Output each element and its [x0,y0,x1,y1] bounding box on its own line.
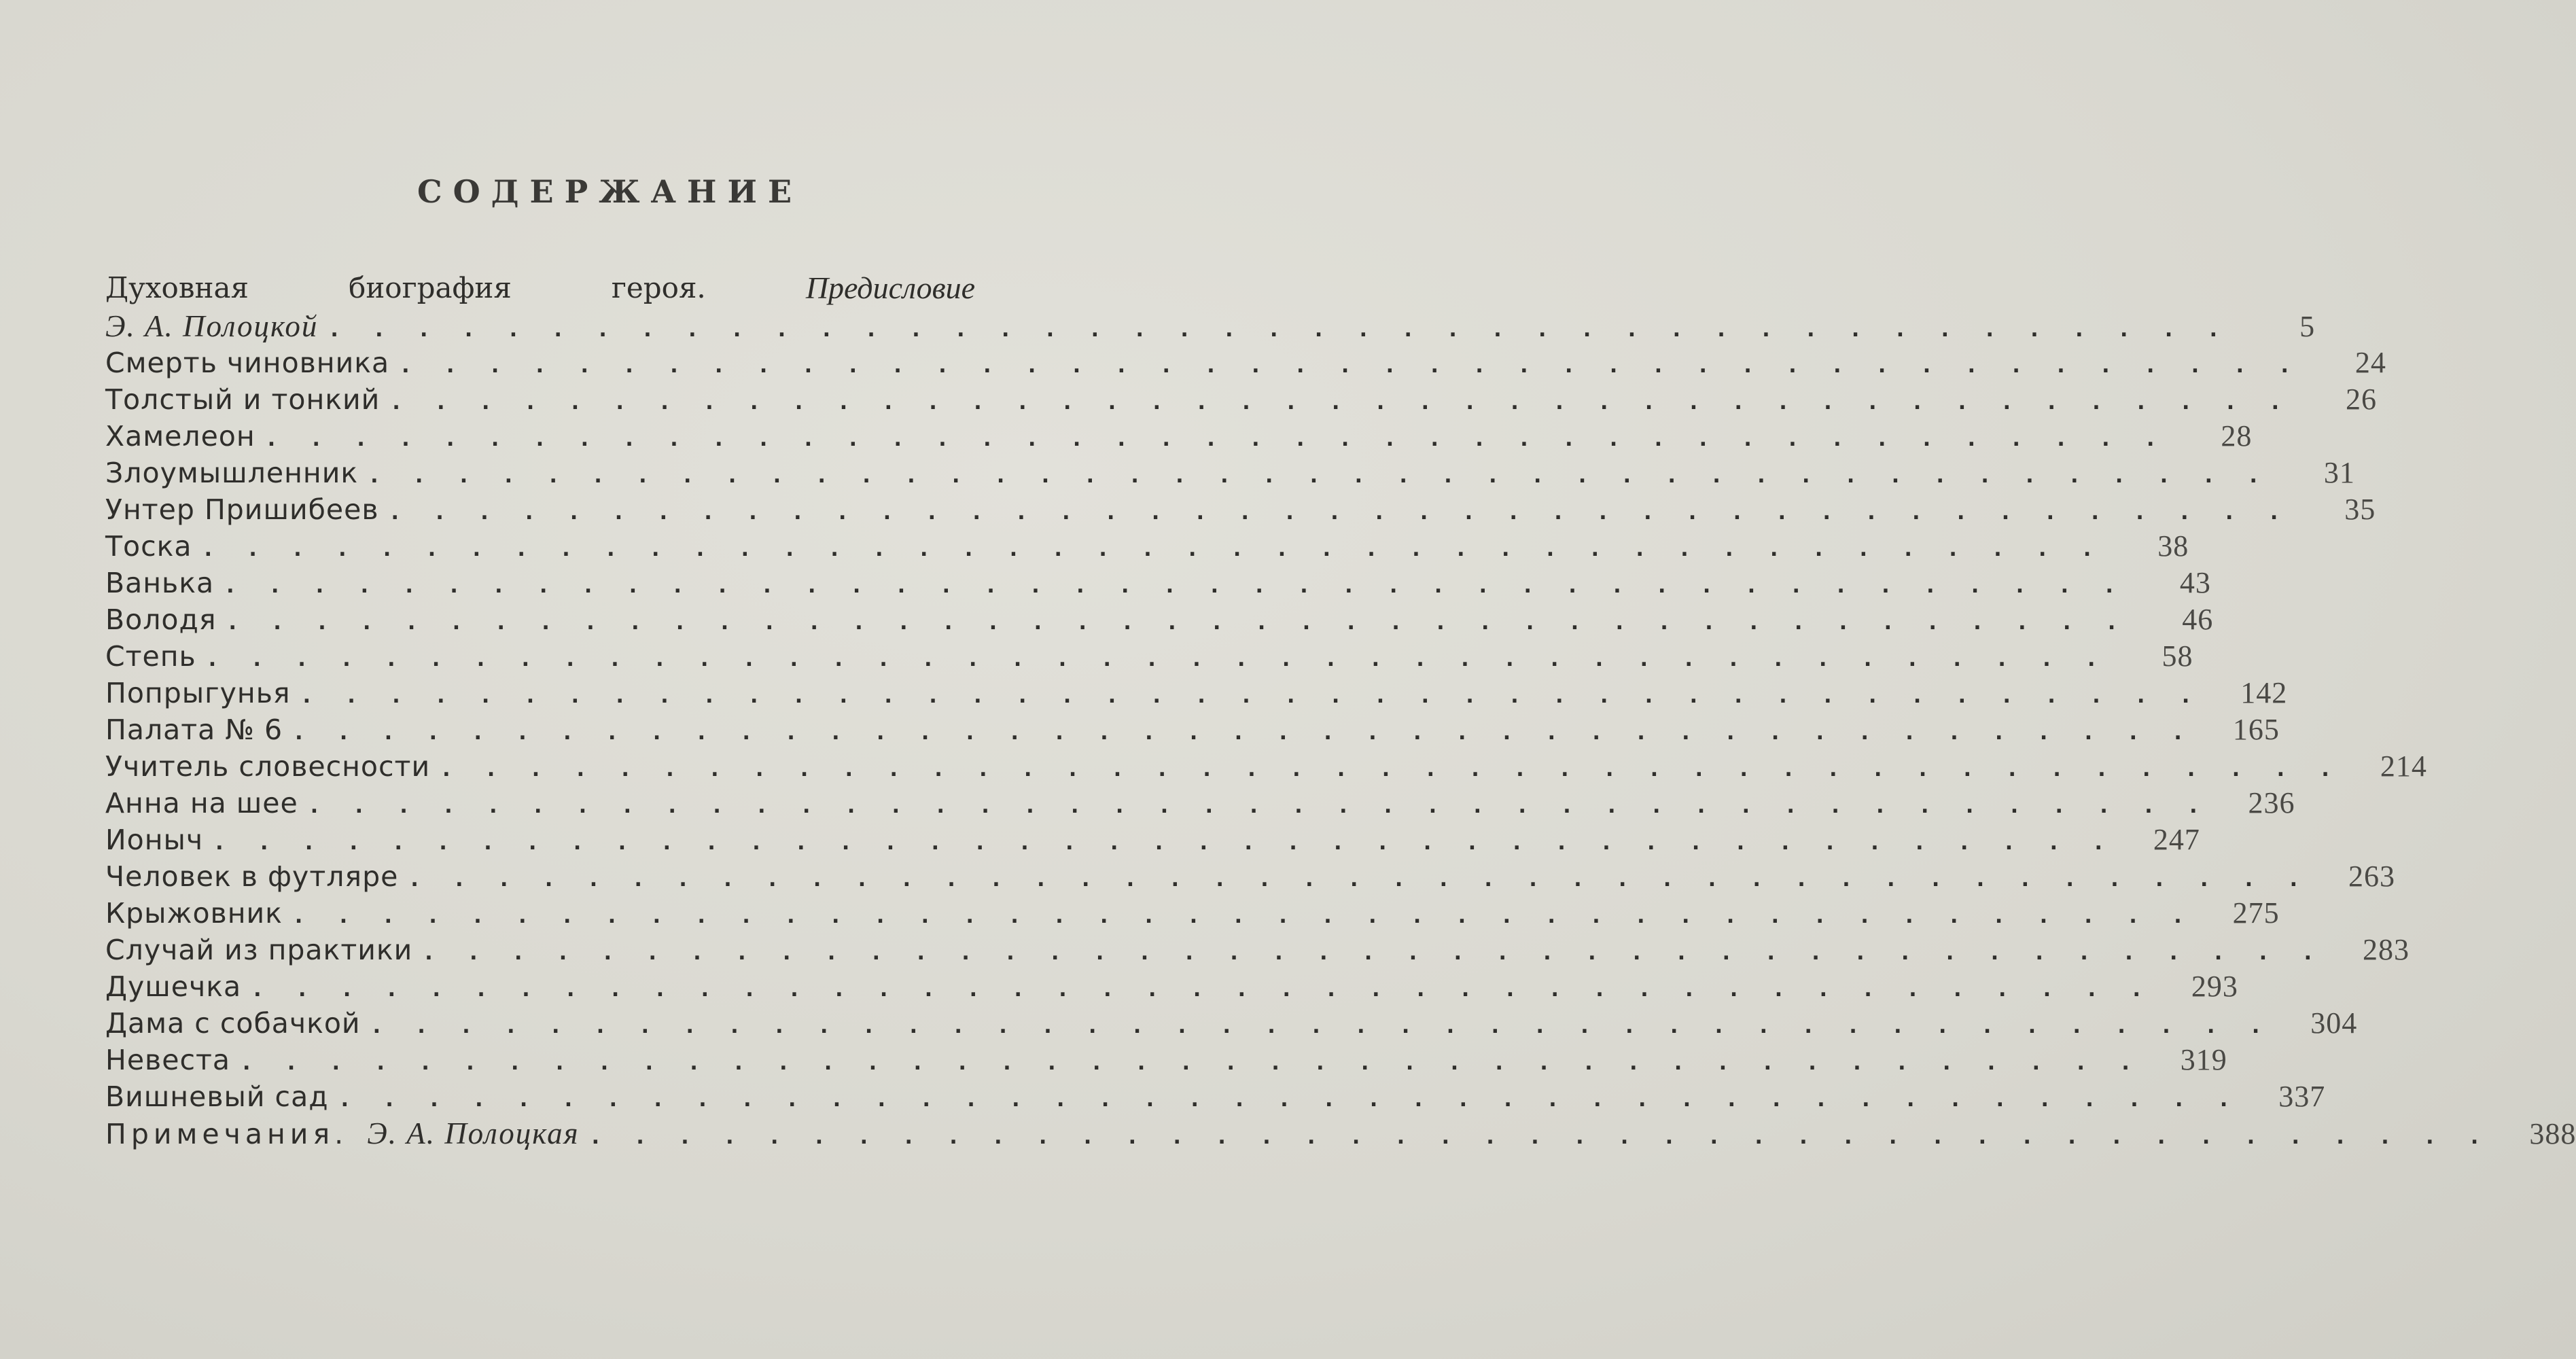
page-number-blank: 388 [2529,1117,2576,1150]
dot-leader: . . . . . . . . . . . . . . . . . . . . . . . . . . . . . . . . . . . . . . . . . . . [204,537,2106,561]
dot-leader: . . . . . . . . . . . . . . . . . . . . . . . . . . . . . . . . . . . . . . . . . . . [215,831,2117,855]
preface-word: биография [349,271,512,304]
toc-entry-preface [105,308,2316,345]
dot-leader: . . . . . . . . . . . . . . . . . . . . . . . . . . . . . . . . . . . . . . . . . . . [591,1125,2494,1149]
toc-entry [105,418,2253,455]
entry-title: Крыжовник [105,897,283,930]
toc-entry [105,785,2295,822]
entry-title: Унтер Пришибеев [105,493,379,526]
toc-entry [105,1078,2326,1115]
page-number: 43 [2179,566,2211,599]
notes-title [105,1115,580,1152]
toc-entry [105,748,2427,785]
dot-leader: . . . . . . . . . . . . . . . . . . . . . . . . . . . . . . . . . . . . . . . . . . . [410,868,2313,892]
toc-entry [105,858,2396,895]
page-number: 26 [2346,383,2378,416]
page-number: 263 [2348,860,2396,893]
entry-title: Смерть чиновника [105,347,390,379]
preface-label: Предисловие [805,270,975,305]
toc-entry [105,711,2280,748]
toc-entry [105,345,2386,381]
dot-leader: . . . . . . . . . . . . . . . . . . . . . . . . . . . . . . . . . . . . . . . . . . . [253,978,2155,1002]
preface-word: Духовная [105,271,249,304]
dot-leader: . . . . . . . . . . . . . . . . . . . . . . . . . . . . . . . . . . . . . . . . . . . [402,354,2304,378]
dot-leader: . . . . . . . . . . . . . . . . . . . . . . . . . . . . . . . . . . . . . . . . . . . [330,318,2233,342]
toc-entry [105,638,2193,675]
dot-leader: . . . . . . . . . . . . . . . . . . . . . . . . . . . . . . . . . . . . . . . . . . . [302,684,2205,708]
dot-leader: . . . . . . . . . . . . . . . . . . . . . . . . . . . . . . . . . . . . . . . . . . . [226,574,2128,598]
dot-leader: . . . . . . . . . . . . . . . . . . . . . . . . . . . . . . . . . . . . . . . . . . . [294,904,2197,928]
page-number: 5 [2299,310,2316,343]
toc-entry [105,381,2378,418]
entry-title: Ионыч [105,824,204,856]
page-title: СОДЕРЖАНИЕ [417,173,803,210]
dot-leader: . . . . . . . . . . . . . . . . . . . . . . . . . . . . . . . . . . . . . . . . . . . [295,721,2197,745]
dot-leader: . . . . . . . . . . . . . . . . . . . . . . . . . . . . . . . . . . . . . . . . . . . [391,501,2293,525]
preface-author: Э. А. Полоцкой [105,309,319,343]
toc-entry [105,932,2410,968]
dot-leader: . . . . . . . . . . . . . . . . . . . . . . . . . . . . . . . . . . . . . . . . . . . [425,941,2327,965]
dot-leader: . . . . . . . . . . . . . . . . . . . . . . . . . . . . . . . . . . . . . . . . . . . [310,794,2212,818]
entry-title: Учитель словесности [105,750,431,783]
dot-leader: . . . . . . . . . . . . . . . . . . . . . . . . . . . . . . . . . . . . . . . . . . . [372,1014,2275,1038]
toc-entry [105,895,2280,932]
toc-entry [105,1042,2227,1078]
page-number: 46 [2182,603,2214,636]
page-number: 24 [2354,346,2386,379]
page-number: 28 [2221,419,2253,453]
page-number: 236 [2248,786,2295,819]
page-number: 31 [2323,456,2355,489]
page-number: 293 [2191,970,2238,1003]
toc-entry [105,455,2355,491]
toc-entry-notes [105,1115,2576,1152]
dot-leader: . . . . . . . . . . . . . . . . . . . . . . . . . . . . . . . . . . . . . . . . . . . [370,464,2272,488]
dot-leader: . . . . . . . . . . . . . . . . . . . . . . . . . . . . . . . . . . . . . . . . . . . [228,611,2131,635]
table-of-contents [105,268,2576,1152]
page-number: 58 [2162,639,2193,673]
entry-title: Ванька [105,567,215,599]
toc-entry [105,675,2288,711]
page-number: 319 [2180,1043,2227,1076]
page-number: 304 [2310,1006,2358,1040]
entry-title: Попрыгунья [105,677,291,709]
preface-word: героя. [611,271,706,304]
page-number: 275 [2232,896,2280,930]
entry-title: Вишневый сад [105,1080,329,1113]
page-number: 247 [2153,823,2200,856]
page-number: 38 [2157,529,2189,563]
toc-entry [105,1005,2358,1042]
notes-author: Э. А. Полоцкая [367,1116,580,1150]
page-number: 142 [2240,676,2288,709]
toc-entries [105,345,2427,1115]
toc-entry [105,968,2238,1005]
entry-title: Человек в футляре [105,860,399,893]
dot-leader: . . . . . . . . . . . . . . . . . . . . . . . . . . . . . . . . . . . . . . . . . . . [208,648,2111,671]
toc-entry [105,565,2211,601]
dot-leader: . . . . . . . . . . . . . . . . . . . . . . . . . . . . . . . . . . . . . . . . . . . [243,1051,2145,1075]
entry-title: Анна на шее [105,787,298,819]
toc-entry [105,822,2200,858]
entry-title: Душечка [105,970,242,1003]
dot-leader: . . . . . . . . . . . . . . . . . . . . . . . . . . . . . . . . . . . . . . . . . . . [340,1088,2243,1112]
toc-entry [105,601,2214,638]
page-number: 337 [2278,1080,2326,1113]
notes-label: Примечания. [105,1118,349,1150]
preface-line-1 [105,268,975,308]
page-number: 35 [2344,493,2376,526]
entry-title: Дама с собачкой [105,1007,361,1040]
entry-title: Толстый и тонкий [105,383,381,416]
toc-entry [105,491,2376,528]
page-number: 283 [2362,933,2410,966]
page-number: 165 [2232,713,2280,746]
entry-title: Володя [105,603,217,636]
dot-leader: . . . . . . . . . . . . . . . . . . . . . . . . . . . . . . . . . . . . . . . . . . . [267,427,2170,451]
dot-leader: . . . . . . . . . . . . . . . . . . . . . . . . . . . . . . . . . . . . . . . . . . . [392,391,2295,414]
page-number: 214 [2380,749,2427,783]
toc-entry [105,528,2189,565]
dot-leader: . . . . . . . . . . . . . . . . . . . . . . . . . . . . . . . . . . . . . . . . . . . [442,758,2344,781]
entry-title: Невеста [105,1044,230,1076]
entry-title: Случай из практики [105,934,413,966]
entry-title: Палата № 6 [105,713,283,746]
entry-title: Тоска [105,530,192,563]
entry-title: Степь [105,640,196,673]
entry-title: Злоумышленник [105,457,359,489]
entry-title: Хамелеон [105,420,255,453]
